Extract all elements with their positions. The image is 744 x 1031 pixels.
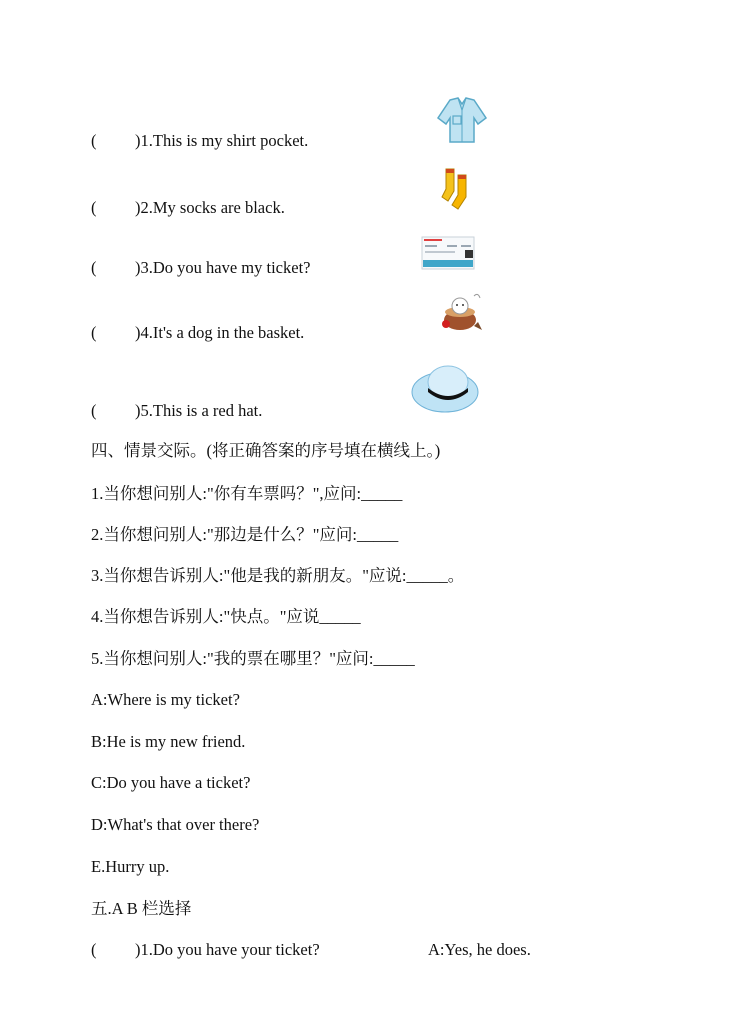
section3-item-1 [91,131,308,151]
section3-item-2 [91,198,285,218]
option-b: B:He is my new friend. [91,732,246,751]
item-text: )4.It's a dog in the basket. [135,323,305,342]
section5-row-1 [91,940,320,960]
question-3: 3.当你想告诉别人:"他是我的新朋友。"应说:_____。 [91,566,465,585]
dog-basket-icon [440,292,484,336]
section5-title: 五.A B 栏选择 [91,899,192,918]
item-text: )5.This is a red hat. [135,401,263,420]
hat-icon [410,360,480,416]
option-a: A:Where is my ticket? [91,690,240,709]
section3-item-3 [91,258,311,278]
question-5: 5.当你想问别人:"我的票在哪里？"应问:_____ [91,649,415,668]
answer-paren[interactable]: ( [91,258,97,277]
answer-paren[interactable]: ( [91,198,97,217]
question-1: 1.当你想问别人:"你有车票吗？",应问:_____ [91,484,403,503]
item-text: )1.This is my shirt pocket. [135,131,309,150]
option-c: C:Do you have a ticket? [91,773,251,792]
section5-row-1-b: A:Yes, he does. [428,940,531,959]
shirt-icon [436,96,488,144]
ticket-icon [421,236,475,270]
item-text: )2.My socks are black. [135,198,285,217]
answer-paren[interactable]: ( [91,401,97,420]
row-a-text: )1.Do you have your ticket? [135,940,320,959]
section3-item-4 [91,323,304,343]
answer-paren[interactable]: ( [91,940,97,959]
socks-icon [440,167,476,211]
answer-paren[interactable]: ( [91,323,97,342]
question-2: 2.当你想问别人:"那边是什么？"应问:_____ [91,525,399,544]
option-d: D:What's that over there? [91,815,260,834]
answer-paren[interactable]: ( [91,131,97,150]
section3-item-5 [91,401,262,421]
question-4: 4.当你想告诉别人:"快点。"应说_____ [91,607,361,626]
section4-title: 四、情景交际。(将正确答案的序号填在横线上。) [91,441,441,460]
option-e: E.Hurry up. [91,857,170,876]
item-text: )3.Do you have my ticket? [135,258,311,277]
